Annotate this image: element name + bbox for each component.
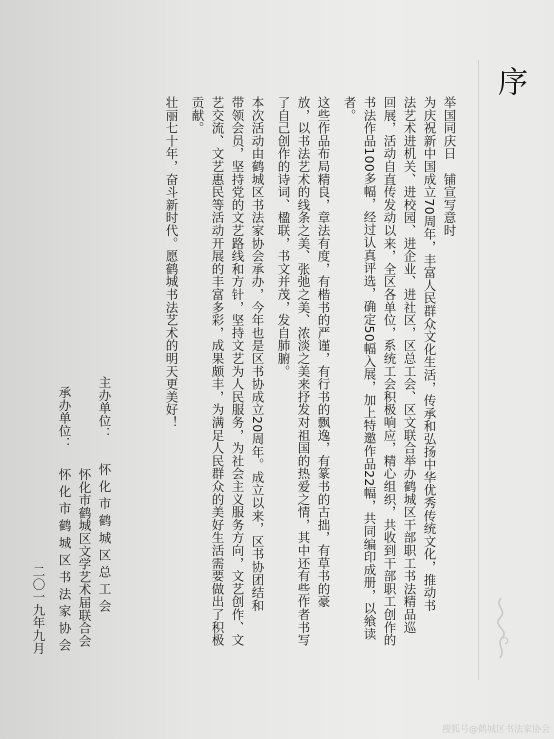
para2-line1: 这些作品布局精良，章法有度，有楷书的严谨，有行书的飘逸，有篆书的古拙，有草书的豪 — [316, 96, 331, 608]
para3-line1: 本次活动由鹤城区书法家协会承办，今年也是区书协成立20周年。成立以来，区书协团结和 — [250, 96, 265, 612]
margin-divider — [478, 60, 479, 680]
para3-line4: 贡献。 — [190, 96, 205, 135]
watermark: 搜狐号@鹤城区书法家协会 — [441, 725, 550, 735]
co-host-label: 承办单位： — [57, 386, 72, 450]
host-label: 主办单位： — [97, 376, 112, 440]
para1-line4: 书法作品100多幅，经过认真评选，确定50幅入展，加上特邀作品22幅，共同编印成册，以飨读 — [362, 96, 377, 641]
para1-line5: 者。 — [342, 96, 357, 122]
para2-line2: 放，以书法艺术的线条之美、张弛之美、浓淡之美来抒发对祖国的热爱之情，其中还有些作者书写 — [296, 96, 311, 647]
host-org-2: 怀化市鹤城区文学艺术届联合会 — [77, 468, 92, 648]
para2-line3: 了自己创作的诗词、楹联，书文并茂，发自肺腑。 — [276, 96, 291, 378]
page-title: 序 — [492, 66, 527, 96]
host-org-1: 怀 化 市 鹤 城 区 总 工 会 — [97, 463, 112, 613]
co-host-org: 怀 化 市 鹤 城 区 书 法 家 协 会 — [57, 468, 72, 652]
para3-line3: 艺交流、文艺惠民等活动开展的丰富多彩，成果颇丰，为满足人民群众的美好生活需要做出了积极 — [210, 96, 225, 647]
date-line: 二〇一九年九月 — [31, 565, 46, 655]
para1-line1: 为庆祝新中国成立70周年，丰富人民群众文化生活，传承和弘扬中华优秀传统文化，推动书 — [422, 96, 437, 612]
para1-line2: 法艺术进机关、进校园、进企业、进社区，区总工会、区文联合举办鹤城区干部职工书法精品巡 — [402, 96, 417, 634]
swirl-ornament-icon — [488, 596, 514, 660]
closing-line: 壮丽七十年，奋斗新时代。愿鹤城书法艺术的明天更美好！ — [164, 96, 179, 429]
greeting-line: 举国同庆日 铺宣写意时 — [442, 96, 457, 237]
para1-line3: 回展，活动自直传发动以来，全区各单位，系统工会积极响应，精心组织，共收到干部职工创作的 — [382, 96, 397, 647]
para3-line2: 带领会员，坚持党的文艺路线和方针，坚持文艺为人民服务，为社会主义服务方向，文艺创作、文 — [230, 96, 245, 647]
